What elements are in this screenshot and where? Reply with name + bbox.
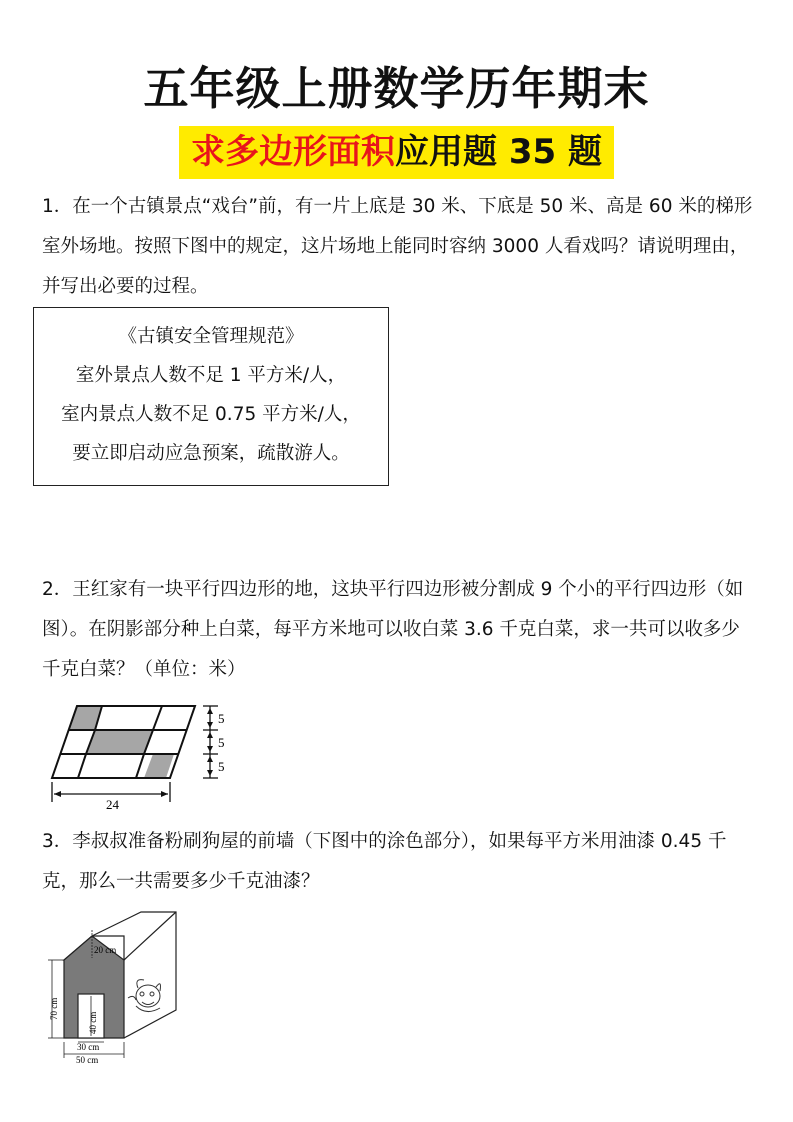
wall-width-label: 50 cm bbox=[76, 1055, 99, 1065]
row-height-label: 5 bbox=[218, 735, 225, 750]
wall-height-label: 70 cm bbox=[49, 997, 59, 1020]
row-height-label: 5 bbox=[218, 759, 225, 774]
rule-line: 《古镇安全管理规范》 bbox=[118, 326, 304, 347]
question-1-text: 1．在一个古镇景点“戏台”前，有一片上底是 30 米、下底是 50 米、高是 60 米的梯形室外场地。按照下图中的规定，这片场地上能同时容纳 3000 人看戏吗？请说明理由，并写出必要的过程。 bbox=[42, 196, 753, 297]
base-label: 24 bbox=[106, 797, 119, 810]
row-height-label: 5 bbox=[218, 711, 225, 726]
rule-box bbox=[33, 307, 389, 486]
rule-line: 室内景点人数不足 0.75 平方米/人， bbox=[61, 404, 361, 425]
rule-line: 要立即启动应急预案，疏散游人。 bbox=[72, 443, 350, 464]
subtitle-banner bbox=[0, 126, 793, 179]
rule-line: 室外景点人数不足 1 平方米/人， bbox=[75, 365, 347, 386]
shaded-cell bbox=[144, 754, 174, 778]
roof-label: 20 cm bbox=[94, 945, 117, 955]
question-3-text: 3．李叔叔准备粉刷狗屋的前墙（下图中的涂色部分），如果每平方米用油漆 0.45 千克，那么一共需要多少千克油漆？ bbox=[42, 831, 727, 892]
subtitle-highlight: 求多边形面积 bbox=[191, 132, 395, 172]
subtitle-rest: 应用题 35 题 bbox=[395, 132, 602, 172]
page-title: 五年级上册数学历年期末 bbox=[143, 62, 650, 115]
question-2-text: 2．王红家有一块平行四边形的地，这块平行四边形被分割成 9 个小的平行四边形（如图）。在阴影部分种上白菜，每平方米地可以收白菜 3.6 千克白菜，求一共可以收多少千克白菜？（单位：米） bbox=[42, 579, 744, 680]
subtitle bbox=[179, 126, 614, 179]
door-width-label: 30 cm bbox=[77, 1042, 100, 1052]
shaded-cell bbox=[86, 730, 153, 754]
dog-sketch-icon bbox=[128, 980, 161, 1012]
door-height-label: 40 cm bbox=[88, 1011, 98, 1034]
parallelogram-grid-figure bbox=[48, 698, 238, 810]
doghouse-figure bbox=[44, 910, 184, 1068]
